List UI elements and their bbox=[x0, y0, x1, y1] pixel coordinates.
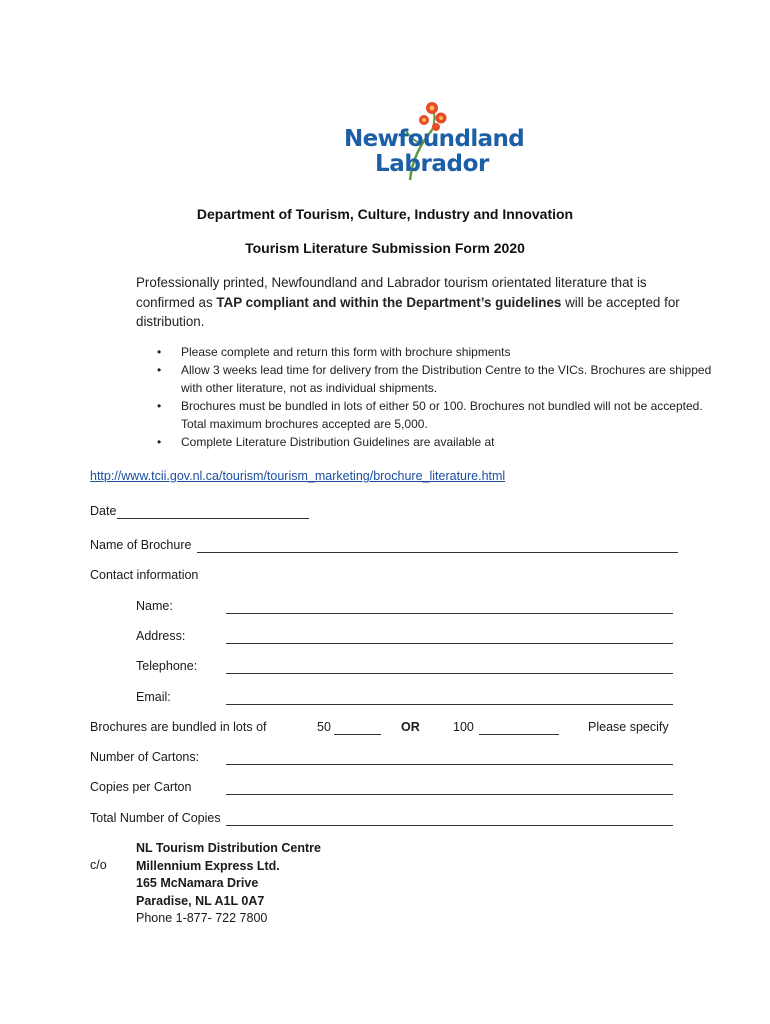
newfoundland-labrador-logo bbox=[340, 100, 530, 182]
list-item: • Allow 3 weeks lead time for delivery from the Distribution Centre to the VICs. Brochures are shipped with other literature, not as individual shipments. bbox=[157, 363, 712, 395]
intro-text-2: will be accepted for distribution. bbox=[136, 294, 680, 329]
brochure-name-label: Name of Brochure bbox=[90, 538, 192, 552]
bullet-icon: • bbox=[157, 399, 162, 413]
lot-100-label: 100 bbox=[453, 720, 474, 734]
cartons-field[interactable] bbox=[226, 763, 673, 765]
name-field[interactable] bbox=[226, 612, 673, 614]
address-line-2: Millennium Express Ltd. bbox=[136, 858, 280, 873]
telephone-label: Telephone: bbox=[136, 659, 198, 673]
brochure-name-field[interactable] bbox=[197, 551, 678, 553]
intro-paragraph bbox=[136, 273, 686, 332]
list-item: • Please complete and return this form with brochure shipments bbox=[157, 345, 511, 359]
address-line-3: 165 McNamara Drive bbox=[136, 876, 259, 890]
or-label: OR bbox=[401, 720, 420, 734]
lot-50-field[interactable] bbox=[334, 733, 381, 735]
copies-per-carton-field[interactable] bbox=[226, 793, 673, 795]
department-heading: Department of Tourism, Culture, Industry and Innovation bbox=[196, 206, 574, 222]
name-label: Name: bbox=[136, 599, 173, 613]
date-field[interactable] bbox=[117, 517, 309, 519]
address-field[interactable] bbox=[226, 642, 673, 644]
email-label: Email: bbox=[136, 690, 171, 704]
lot-50-label: 50 bbox=[317, 720, 331, 734]
bullet-icon: • bbox=[157, 345, 162, 359]
email-field[interactable] bbox=[226, 703, 673, 705]
total-copies-label: Total Number of Copies bbox=[90, 811, 221, 825]
total-copies-field[interactable] bbox=[226, 824, 673, 826]
lot-100-field[interactable] bbox=[479, 733, 559, 735]
guidelines-link[interactable]: http://www.tcii.gov.nl.ca/tourism/tourism_marketing/brochure_literature.html bbox=[90, 469, 506, 483]
bullet-icon: • bbox=[157, 435, 162, 449]
address-line-1: NL Tourism Distribution Centre bbox=[136, 841, 321, 855]
contact-info-label: Contact information bbox=[90, 568, 199, 582]
list-item: • Brochures must be bundled in lots of either 50 or 100. Brochures not bundled will not be accepted. Total maximum brochures accepted are 5,000. bbox=[157, 399, 703, 431]
intro-text-bold: TAP compliant and within the Department’s guidelines bbox=[216, 294, 562, 310]
address-line-4: Paradise, NL A1L 0A7 bbox=[136, 893, 265, 908]
instructions-list bbox=[136, 343, 731, 451]
copies-per-carton-label: Copies per Carton bbox=[90, 780, 192, 794]
cartons-label: Number of Cartons: bbox=[90, 750, 200, 764]
care-of-label: c/o bbox=[90, 858, 107, 872]
address-label: Address: bbox=[136, 629, 186, 643]
logo-text-newfoundland: Newfoundland bbox=[344, 126, 525, 152]
list-item: • Complete Literature Distribution Guidelines are available at bbox=[157, 435, 495, 449]
bullet-icon: • bbox=[157, 363, 162, 377]
telephone-field[interactable] bbox=[226, 672, 673, 674]
date-label: Date bbox=[90, 504, 117, 518]
logo-text-labrador: Labrador bbox=[375, 151, 489, 177]
please-specify-label: Please specify bbox=[588, 720, 669, 734]
distribution-address bbox=[136, 840, 321, 928]
form-title: Tourism Literature Submission Form 2020 bbox=[245, 240, 525, 256]
bundled-label: Brochures are bundled in lots of bbox=[90, 720, 267, 734]
address-phone: Phone 1-877- 722 7800 bbox=[136, 911, 268, 925]
intro-text-1: Professionally printed, Newfoundland and Labrador tourism orientated literature that is confirmed as bbox=[136, 275, 647, 310]
